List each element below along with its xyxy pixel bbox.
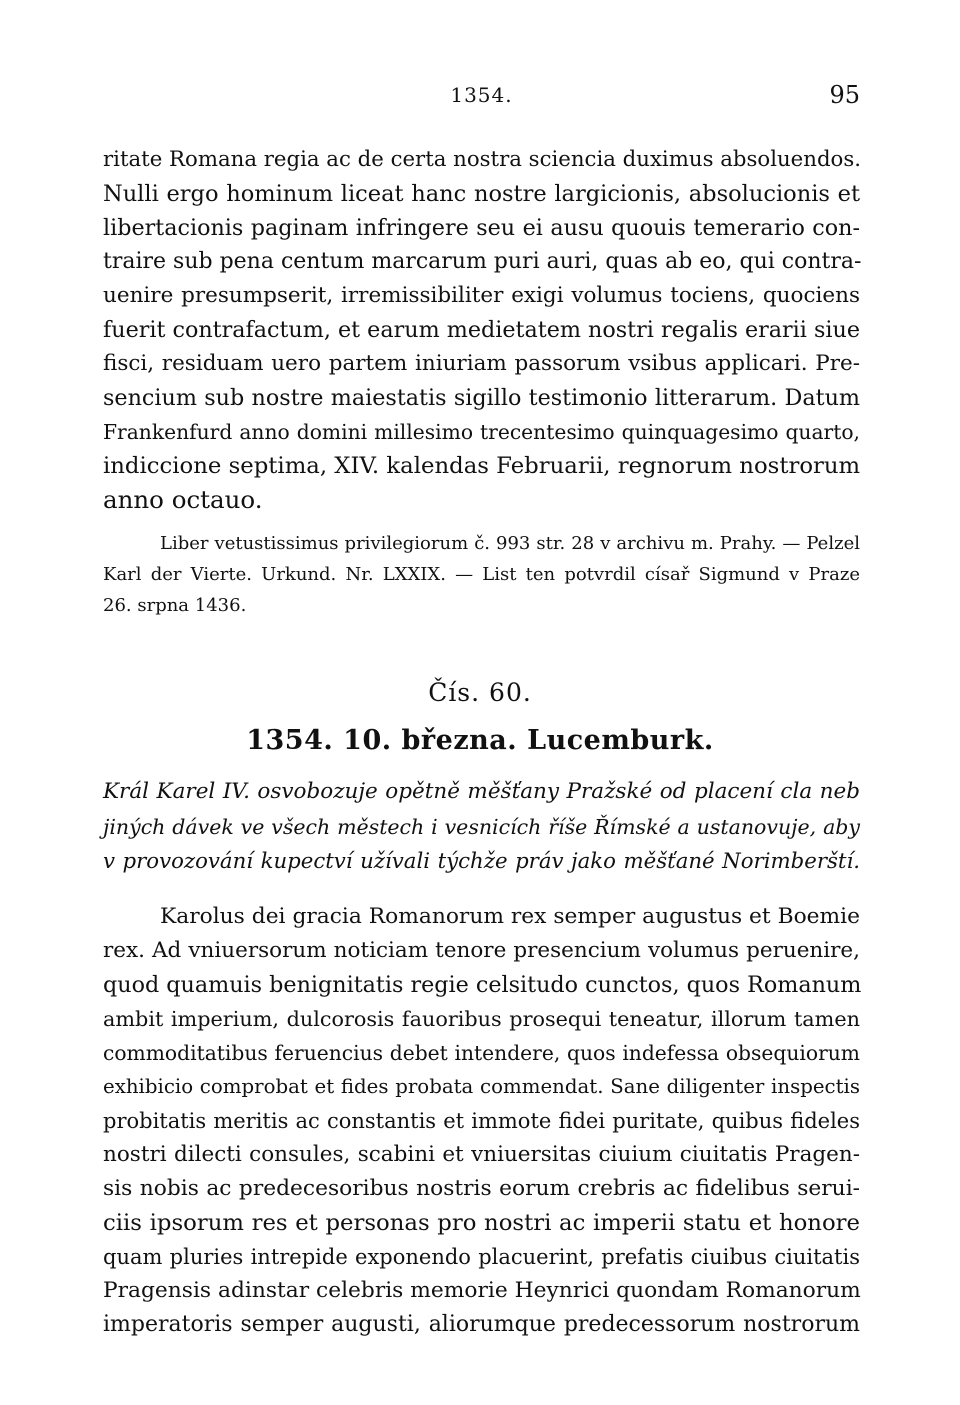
- charter-line: quam pluries intrepide exponendo placuerint, prefatis ciuibus ciuitatis: [103, 1245, 860, 1269]
- continuation-line: uenire presumpserit, irremissibiliter exigi volumus tociens, quociens: [103, 283, 860, 308]
- continuation-line: Frankenfurd anno domini millesimo trecentesimo quinquagesimo quarto,: [103, 420, 860, 444]
- continuation-line: Nulli ergo hominum liceat hanc nostre largicionis, absolucionis et: [103, 181, 860, 207]
- continuation-line: sencium sub nostre maiestatis sigillo testimonio litterarum. Datum: [103, 385, 860, 411]
- charter-line: nostri dilecti consules, scabini et vniuersitas ciuium ciuitatis Pragen-: [103, 1142, 860, 1167]
- charter-line: probitatis meritis ac constantis et immote fidei puritate, quibus fideles: [103, 1109, 860, 1133]
- document-heading: 1354. 10. března. Lucemburk.: [246, 725, 714, 756]
- charter-line: ambit imperium, dulcorosis fauoribus prosequi teneatur, illorum tamen: [103, 1007, 860, 1031]
- charter-line: Karolus dei gracia Romanorum rex semper augustus et Boemie: [160, 904, 860, 929]
- continuation-line: fisci, residuam uero partem iniuriam passorum vsibus applicari. Pre-: [103, 351, 860, 376]
- source-note-line: Liber vetustissimus privilegiorum č. 993 str. 28 v archivu m. Prahy. — Pelzel: [160, 533, 860, 554]
- continuation-line: libertacionis paginam infringere seu ei ausu quouis temerario con-: [103, 215, 860, 241]
- continuation-line: indiccione septima, XIV. kalendas Februarii, regnorum nostrorum: [103, 453, 861, 479]
- source-note-line: Karl der Vierte. Urkund. Nr. LXXIX. — List ten potvrdil císař Sigmund v Praze: [103, 564, 860, 585]
- continuation-line: anno octauo.: [103, 485, 263, 514]
- page-number: 95: [829, 81, 860, 109]
- continuation-line: fuerit contrafactum, et earum medietatem nostri regalis erarii siue: [103, 317, 861, 343]
- charter-line: imperatoris semper augusti, aliorumque predecessorum nostrorum: [103, 1312, 860, 1337]
- summary-line: v provozování kupectví užívali týchže práv jako měšťané Norimberští.: [103, 849, 860, 874]
- charter-line: rex. Ad vniuersorum noticiam tenore presencium volumus peruenire,: [103, 938, 860, 963]
- document-number: Čís. 60.: [428, 678, 532, 707]
- continuation-line: ritate Romana regia ac de certa nostra sciencia duximus absoluendos.: [103, 147, 861, 172]
- continuation-line: traire sub pena centum marcarum puri auri, quas ab eo, qui contra-: [103, 249, 862, 274]
- charter-line: quod quamuis benignitatis regie celsitudo cunctos, quos Romanum: [103, 972, 862, 998]
- summary-line: jiných dávek ve všech městech i vesnicích říše Římské a ustanovuje, aby: [103, 815, 860, 839]
- source-note-line: 26. srpna 1436.: [103, 595, 247, 616]
- charter-line: commoditatibus feruencius debet intendere, quos indefessa obsequiorum: [103, 1041, 860, 1065]
- summary-line: Král Karel IV. osvobozuje opětně měšťany Pražské od placení cla neb: [103, 779, 860, 804]
- charter-line: ciis ipsorum res et personas pro nostri ac imperii statu et honore: [103, 1210, 860, 1236]
- charter-line: exhibicio comprobat et fides probata commendat. Sane diligenter inspectis: [103, 1075, 860, 1098]
- running-head: [103, 83, 860, 113]
- charter-line: Pragensis adinstar celebris memorie Heynrici quondam Romanorum: [103, 1278, 861, 1303]
- running-head-year: 1354.: [450, 83, 513, 107]
- charter-line: sis nobis ac predecesoribus nostris eorum crebris ac fidelibus serui-: [103, 1176, 860, 1201]
